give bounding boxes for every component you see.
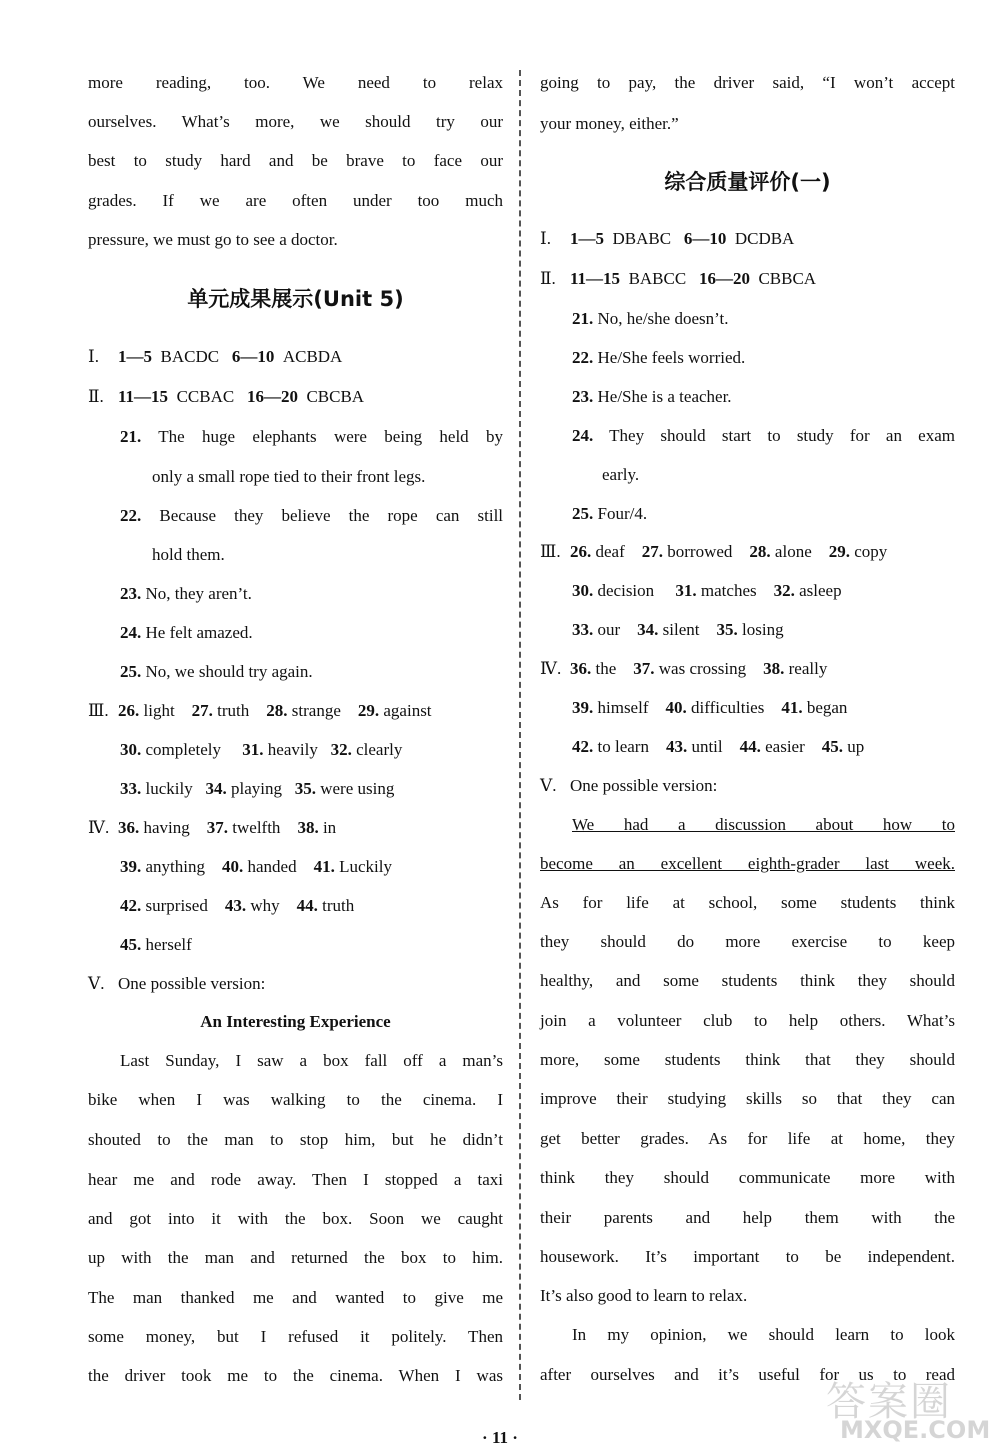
answer-word: having xyxy=(143,818,190,837)
answer-word: until xyxy=(691,737,723,756)
essay-line: join a volunteer club to help others. What’s xyxy=(540,1011,955,1030)
question-number: 22. xyxy=(120,506,142,525)
answer-text: Four/4. xyxy=(597,504,648,523)
essay-line: shouted to the man to stop him, but he didn’t xyxy=(88,1130,503,1149)
answer-row xyxy=(540,735,955,759)
answer-word: silent xyxy=(662,620,700,639)
question-number: 32. xyxy=(330,740,352,759)
range-label: 6—10 xyxy=(231,347,275,366)
answer-line xyxy=(540,307,955,331)
question-number: 32. xyxy=(773,581,795,600)
essay-line: It’s also good to learn to relax. xyxy=(540,1286,748,1305)
answer-row xyxy=(540,774,955,798)
text-line: more reading, too. We need to relax xyxy=(88,73,503,92)
roman-numeral: Ⅰ. xyxy=(540,229,551,248)
question-number: 36. xyxy=(118,818,140,837)
answer-word: why xyxy=(250,896,280,915)
answer-letters: CBCBA xyxy=(306,387,365,406)
answer-word: losing xyxy=(742,620,784,639)
answer-word: light xyxy=(143,701,175,720)
essay-line: As for life at school, some students think xyxy=(540,893,955,912)
answer-word: Luckily xyxy=(339,857,392,876)
answer-word: matches xyxy=(700,581,757,600)
question-number: 25. xyxy=(120,662,142,681)
question-number: 36. xyxy=(570,659,592,678)
answer-word: up xyxy=(847,737,865,756)
answer-word: in xyxy=(322,818,337,837)
question-number: 39. xyxy=(572,698,594,717)
answer-row xyxy=(88,816,503,840)
question-number: 26. xyxy=(570,542,592,561)
answer-row xyxy=(88,738,503,762)
question-number: 26. xyxy=(118,701,140,720)
answer-row xyxy=(540,657,955,681)
answer-word: was crossing xyxy=(658,659,747,678)
range-label: 16—20 xyxy=(698,269,750,288)
question-number: 23. xyxy=(572,387,594,406)
essay-line: The man thanked me and wanted to give me xyxy=(88,1288,503,1307)
question-number: 34. xyxy=(205,779,227,798)
answer-letters: DCDBA xyxy=(734,229,795,248)
answer-row xyxy=(540,579,955,603)
answer-word: to learn xyxy=(597,737,649,756)
roman-numeral: Ⅱ. xyxy=(540,269,556,288)
text-line: best to study hard and be brave to face our xyxy=(88,151,503,170)
answer-line xyxy=(540,424,955,448)
answer-word: borrowed xyxy=(667,542,733,561)
essay-line: improve their studying skills so that they can xyxy=(540,1089,955,1108)
question-number: 22. xyxy=(572,348,594,367)
answer-word: clearly xyxy=(356,740,403,759)
question-number: 37. xyxy=(206,818,229,837)
answer-word: surprised xyxy=(145,896,208,915)
answer-line xyxy=(88,425,503,449)
range-label: 11—15 xyxy=(570,269,621,288)
roman-numeral: Ⅲ. xyxy=(88,701,109,720)
question-number: 33. xyxy=(120,779,142,798)
watermark-chinese: 答案圈 xyxy=(826,1379,952,1425)
answer-text: early. xyxy=(602,465,640,484)
answer-word: anything xyxy=(145,857,205,876)
answer-letters: BABCC xyxy=(628,269,687,288)
question-number: 30. xyxy=(572,581,594,600)
question-number: 44. xyxy=(296,896,318,915)
column-divider xyxy=(519,70,521,1400)
answer-line xyxy=(540,385,955,409)
text-line: going to pay, the driver said, “I won’t accept xyxy=(540,73,955,92)
underlined-text: We had a discussion about how to xyxy=(572,815,955,834)
answer-word: easier xyxy=(765,737,805,756)
question-number: 40. xyxy=(222,857,244,876)
question-number: 33. xyxy=(572,620,594,639)
roman-numeral: Ⅳ. xyxy=(88,818,110,837)
question-number: 24. xyxy=(120,623,142,642)
answer-word: really xyxy=(788,659,828,678)
answer-row xyxy=(88,699,503,723)
question-number: 27. xyxy=(641,542,664,561)
roman-numeral: Ⅴ. xyxy=(540,776,557,795)
essay-underlined-line xyxy=(540,813,955,837)
range-label: 11—15 xyxy=(118,387,169,406)
question-number: 41. xyxy=(781,698,803,717)
answer-word: copy xyxy=(854,542,888,561)
question-number: 40. xyxy=(665,698,687,717)
answer-text: No, we should try again. xyxy=(145,662,313,681)
answer-word: himself xyxy=(597,698,649,717)
underlined-text: become an excellent eighth-grader last week. xyxy=(540,854,955,873)
answer-word: luckily xyxy=(145,779,193,798)
answer-row xyxy=(88,972,503,996)
section-heading: 综合质量评价(一) xyxy=(664,170,831,194)
essay-line: Last Sunday, I saw a box fall off a man’s xyxy=(120,1051,503,1070)
essay-line: think they should communicate more with xyxy=(540,1168,955,1187)
question-number: 24. xyxy=(572,426,594,445)
essay-underlined-line xyxy=(540,852,955,876)
question-number: 42. xyxy=(120,896,142,915)
watermark-logo xyxy=(806,1368,994,1446)
answer-text: No, he/she doesn’t. xyxy=(597,309,729,328)
question-number: 37. xyxy=(633,659,655,678)
answer-word: handed xyxy=(247,857,297,876)
essay-line: and got into it with the box. Soon we caught xyxy=(88,1209,503,1228)
question-number: 35. xyxy=(294,779,316,798)
answer-word: were using xyxy=(320,779,395,798)
answer-text: He felt amazed. xyxy=(145,623,253,642)
question-number: 25. xyxy=(572,504,594,523)
question-number: 38. xyxy=(297,818,319,837)
essay-line: some money, but I refused it politely. Then xyxy=(88,1327,503,1346)
answer-word: asleep xyxy=(799,581,842,600)
section-label: One possible version: xyxy=(570,776,718,795)
answer-row xyxy=(88,933,503,957)
question-number: 45. xyxy=(821,737,844,756)
text-line: ourselves. What’s more, we should try our xyxy=(88,112,503,131)
essay-line: the driver took me to the cinema. When I was xyxy=(88,1366,503,1385)
answer-word: against xyxy=(383,701,432,720)
question-number: 21. xyxy=(572,309,594,328)
question-number: 23. xyxy=(120,584,142,603)
range-label: 6—10 xyxy=(683,229,727,248)
roman-numeral: Ⅳ. xyxy=(540,659,562,678)
range-label: 1—5 xyxy=(570,229,604,248)
answer-row xyxy=(540,227,955,251)
page-number: · 11 · xyxy=(482,1428,518,1447)
question-number: 43. xyxy=(224,896,247,915)
essay-line: get better grades. As for life at home, they xyxy=(540,1129,955,1148)
section-heading: 单元成果展示(Unit 5) xyxy=(187,287,404,311)
essay-line: In my opinion, we should learn to look xyxy=(572,1325,955,1344)
watermark-url: MXQE.COM xyxy=(840,1416,991,1444)
answer-row xyxy=(88,345,503,369)
section-label: One possible version: xyxy=(118,974,266,993)
answer-letters: BACDC xyxy=(160,347,220,366)
essay-line: up with the man and returned the box to him. xyxy=(88,1248,503,1267)
answer-word: decision xyxy=(597,581,655,600)
answer-line xyxy=(88,660,503,684)
answer-word: our xyxy=(597,620,621,639)
answer-letters: DBABC xyxy=(612,229,672,248)
answer-letters: CCBAC xyxy=(176,387,235,406)
answer-text: He/She feels worried. xyxy=(597,348,746,367)
question-number: 29. xyxy=(357,701,380,720)
question-number: 35. xyxy=(716,620,738,639)
answer-word: herself xyxy=(145,935,192,954)
answer-word: deaf xyxy=(595,542,625,561)
answer-row xyxy=(88,855,503,879)
answer-row xyxy=(88,385,503,409)
answer-text: hold them. xyxy=(152,545,225,564)
answer-word: heavily xyxy=(267,740,318,759)
answer-text: The huge elephants were being held by xyxy=(158,427,503,446)
answer-word: difficulties xyxy=(691,698,765,717)
answer-word: truth xyxy=(217,701,250,720)
essay-line: after ourselves and it’s useful for us to read xyxy=(540,1365,955,1384)
answer-word: the xyxy=(595,659,617,678)
answer-line xyxy=(540,502,955,526)
answer-line xyxy=(88,582,503,606)
text-line: pressure, we must go to see a doctor. xyxy=(88,230,338,249)
question-number: 27. xyxy=(191,701,213,720)
answer-row xyxy=(540,540,955,564)
question-number: 31. xyxy=(242,740,264,759)
answer-row xyxy=(88,894,503,918)
question-number: 31. xyxy=(675,581,697,600)
answer-word: began xyxy=(806,698,848,717)
essay-line: more, some students think that they should xyxy=(540,1050,955,1069)
question-number: 39. xyxy=(120,857,142,876)
text-line: your money, either.” xyxy=(540,114,679,133)
answer-text: They should start to study for an exam xyxy=(609,426,955,445)
answer-word: alone xyxy=(774,542,812,561)
question-number: 42. xyxy=(572,737,594,756)
answer-row xyxy=(540,618,955,642)
range-label: 16—20 xyxy=(246,387,298,406)
answer-word: truth xyxy=(322,896,355,915)
question-number: 21. xyxy=(120,427,142,446)
roman-numeral: Ⅴ. xyxy=(88,974,105,993)
question-number: 30. xyxy=(120,740,142,759)
answer-text: Because they believe the rope can still xyxy=(159,506,504,525)
essay-line: healthy, and some students think they should xyxy=(540,971,955,990)
question-number: 34. xyxy=(637,620,659,639)
answer-text: only a small rope tied to their front legs. xyxy=(152,467,426,486)
essay-line: they should do more exercise to keep xyxy=(540,932,955,951)
question-number: 29. xyxy=(828,542,850,561)
roman-numeral: Ⅰ. xyxy=(88,347,99,366)
answer-line xyxy=(88,621,503,645)
answer-word: twelfth xyxy=(232,818,281,837)
answer-text: No, they aren’t. xyxy=(145,584,252,603)
roman-numeral: Ⅱ. xyxy=(88,387,104,406)
question-number: 38. xyxy=(763,659,785,678)
answer-word: strange xyxy=(291,701,341,720)
answer-word: playing xyxy=(230,779,282,798)
answer-text: He/She is a teacher. xyxy=(597,387,732,406)
answer-row xyxy=(540,696,955,720)
answer-row xyxy=(88,777,503,801)
essay-line: housework. It’s important to be independent. xyxy=(540,1247,955,1266)
answer-word: completely xyxy=(145,740,222,759)
roman-numeral: Ⅲ. xyxy=(540,542,561,561)
question-number: 43. xyxy=(665,737,688,756)
answer-line xyxy=(88,504,503,528)
text-line: grades. If we are often under too much xyxy=(88,191,503,210)
answer-line xyxy=(540,346,955,370)
essay-line: bike when I was walking to the cinema. I xyxy=(88,1090,503,1109)
question-number: 44. xyxy=(739,737,761,756)
essay-line: hear me and rode away. Then I stopped a taxi xyxy=(88,1170,503,1189)
range-label: 1—5 xyxy=(118,347,152,366)
question-number: 41. xyxy=(313,857,335,876)
answer-letters: ACBDA xyxy=(282,347,343,366)
answer-letters: CBBCA xyxy=(758,269,817,288)
answer-row xyxy=(540,267,955,291)
question-number: 45. xyxy=(120,935,142,954)
question-number: 28. xyxy=(266,701,288,720)
essay-line: their parents and help them with the xyxy=(540,1208,955,1227)
question-number: 28. xyxy=(749,542,771,561)
essay-title: An Interesting Experience xyxy=(200,1012,391,1031)
